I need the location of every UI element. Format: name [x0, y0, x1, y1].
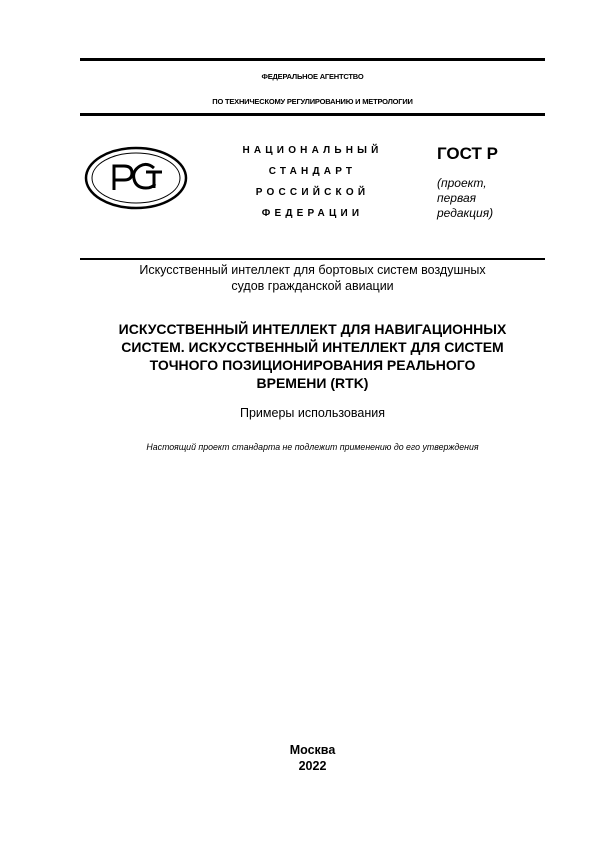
document-title-line-2: СИСТЕМ. ИСКУССТВЕННЫЙ ИНТЕЛЛЕКТ ДЛЯ СИСТЕМ: [121, 339, 504, 355]
draft-notice: Настоящий проект стандарта не подлежит применению до его утверждения: [146, 442, 479, 452]
draft-status-line-3: редакция): [437, 206, 494, 220]
top-rule: [80, 58, 545, 61]
draft-status-line-2: первая: [437, 191, 477, 205]
standard-type-line-4: ФЕДЕРАЦИИ: [261, 208, 364, 219]
standard-type-line-3: РОССИЙСКОЙ: [255, 187, 370, 198]
standard-type-line-1: НАЦИОНАЛЬНЫЙ: [242, 145, 383, 156]
publication-city: Москва: [289, 743, 336, 757]
agency-line-1: ФЕДЕРАЛЬНОЕ АГЕНТСТВО: [261, 72, 364, 81]
standard-type-line-2: СТАНДАРТ: [268, 166, 357, 177]
document-title-line-4: ВРЕМЕНИ (RTK): [256, 375, 369, 391]
header-rule: [80, 113, 545, 116]
document-title-line-1: ИСКУССТВЕННЫЙ ИНТЕЛЛЕКТ ДЛЯ НАВИГАЦИОННЫХ: [118, 321, 507, 337]
draft-status-line-1: (проект,: [437, 176, 487, 190]
subject-line-2: судов гражданской авиации: [231, 279, 394, 293]
gost-r-seal-icon: [84, 146, 188, 210]
document-subtitle: Примеры использования: [239, 406, 385, 420]
document-title-line-3: ТОЧНОГО ПОЗИЦИОНИРОВАНИЯ РЕАЛЬНОГО: [149, 357, 476, 373]
title-rule: [80, 258, 545, 260]
gost-code: ГОСТ Р: [437, 144, 498, 163]
agency-line-2: ПО ТЕХНИЧЕСКОМУ РЕГУЛИРОВАНИЮ И МЕТРОЛОГИИ: [212, 97, 413, 106]
publication-year: 2022: [298, 759, 327, 773]
subject-line-1: Искусственный интеллект для бортовых систем воздушных: [139, 263, 486, 277]
